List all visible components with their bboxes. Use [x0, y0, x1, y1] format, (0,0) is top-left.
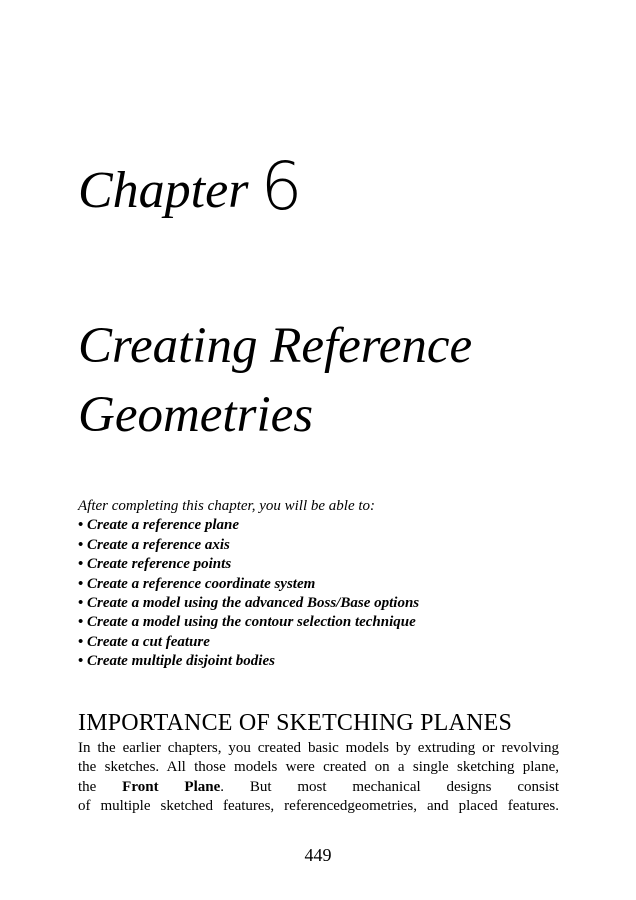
body-paragraph [78, 739, 559, 817]
chapter-title-line-2: Geometries [78, 387, 314, 443]
objective-item: • Create multiple disjoint bodies [78, 652, 578, 671]
section-heading: IMPORTANCE OF SKETCHING PLANES [78, 710, 513, 736]
objectives-list [78, 516, 578, 671]
objective-item: • Create a cut feature [78, 633, 578, 652]
objective-item: • Create a reference axis [78, 536, 578, 555]
body-line-1: In the earlier chapters, you created basic models by extruding or revolving [78, 740, 559, 756]
objective-item: • Create reference points [78, 555, 578, 574]
chapter-number: 6 [260, 148, 303, 225]
body-line-3-start: the [78, 778, 123, 795]
chapter-title [78, 312, 618, 450]
objective-item: • Create a reference plane [78, 516, 578, 535]
chapter-title-line-1: Creating Reference [78, 318, 473, 374]
objective-item: • Create a model using the advanced Boss/Base options [78, 594, 578, 613]
body-line-3-end: . But most mechanical designs consist [220, 778, 559, 795]
body-line-2: the sketches. All those models were created on a single sketching plane, [78, 759, 559, 776]
chapter-label: Chapter [78, 162, 249, 219]
chapter-heading [78, 148, 303, 225]
body-line-3 [78, 778, 559, 797]
front-plane-term: Front Plane [122, 778, 221, 795]
body-line-4: of multiple sketched features, referencedgeometries, and placed features. [78, 798, 559, 815]
chapter-objectives [78, 497, 578, 672]
objectives-intro: After completing this chapter, you will be able to: [78, 498, 376, 514]
objective-item: • Create a model using the contour selection technique [78, 613, 578, 632]
objective-item: • Create a reference coordinate system [78, 575, 578, 594]
page-number: 449 [304, 845, 332, 865]
